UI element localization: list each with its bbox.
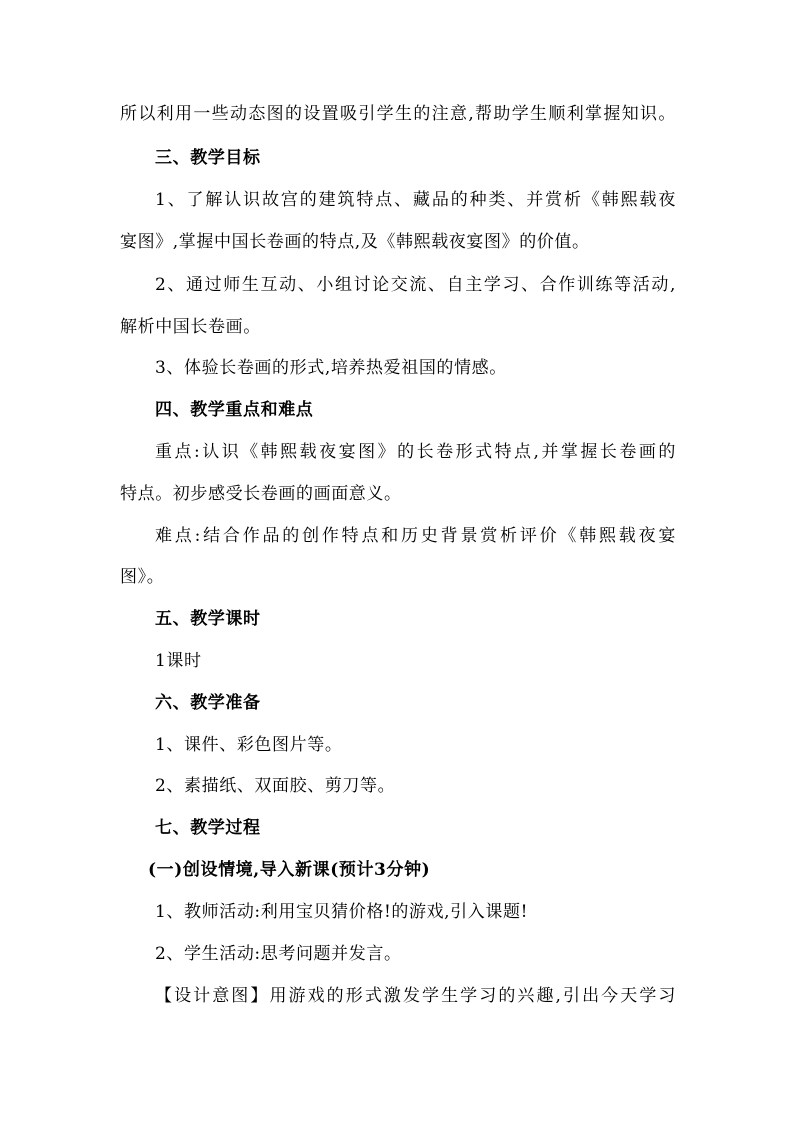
key-point-line-2: 特点。初步感受长卷画的画面意义。	[120, 484, 402, 504]
heading-key-points: 四、教学重点和难点	[155, 400, 314, 420]
preparation-item-2: 2、素描纸、双面胶、剪刀等。	[155, 776, 396, 796]
paragraph-intro-line: 所以利用一些动态图的设置吸引学生的注意,帮助学生顺利掌握知识。	[120, 104, 676, 124]
design-intent-line: 【设计意图】用游戏的形式激发学生学习的兴趣,引出今天学习	[155, 986, 676, 1006]
process-student-activity: 2、学生活动:思考问题并发言。	[155, 944, 402, 964]
goal-1-line-1: 1、了解认识故宫的建筑特点、藏品的种类、并赏析《韩熙载夜	[155, 190, 676, 210]
goal-2-line-1: 2、通过师生互动、小组讨论交流、自主学习、合作训练等活动,	[155, 275, 676, 295]
process-teacher-activity: 1、教师活动:利用宝贝猜价格!的游戏,引入课题!	[155, 902, 529, 922]
goal-1-line-2: 宴图》,掌握中国长卷画的特点,及《韩熙载夜宴图》的价值。	[120, 232, 590, 252]
heading-preparation: 六、教学准备	[155, 693, 261, 713]
heading-teaching-process: 七、教学过程	[155, 818, 261, 838]
preparation-item-1: 1、课件、彩色图片等。	[155, 735, 343, 755]
difficulty-line-1: 难点:结合作品的创作特点和历史背景赏析评价《韩熙载夜宴	[155, 526, 676, 546]
difficulty-line-2: 图》。	[120, 567, 165, 587]
subheading-scenario-intro: (一)创设情境,导入新课(预计3分钟)	[148, 860, 431, 880]
key-point-line-1: 重点:认识《韩熙载夜宴图》的长卷形式特点,并掌握长卷画的	[155, 442, 676, 462]
heading-teaching-goals: 三、教学目标	[155, 148, 261, 168]
class-hours-value: 1课时	[155, 651, 202, 671]
goal-2-line-2: 解析中国长卷画。	[120, 317, 261, 337]
heading-class-hours: 五、教学课时	[155, 609, 261, 629]
goal-3-line: 3、体验长卷画的形式,培养热爱祖国的情感。	[155, 358, 507, 378]
